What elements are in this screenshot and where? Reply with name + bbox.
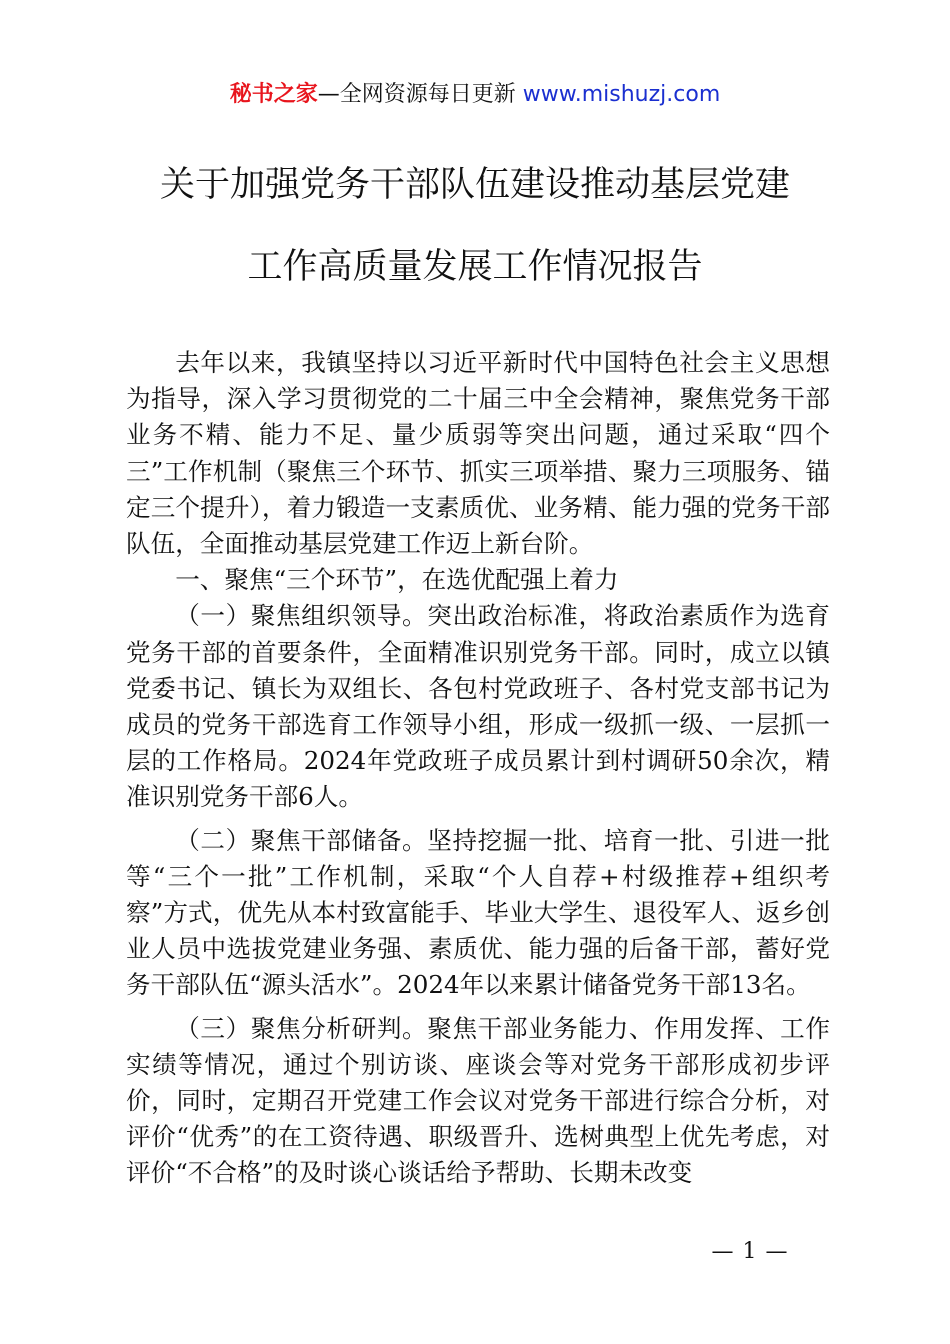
site-tagline: —全网资源每日更新 [317,82,516,107]
paragraph-cadre-reserve: （二）聚焦干部储备。坚持挖掘一批、培育一批、引进一批等“三个一批”工作机制，采取“个人自荐+村级推荐+组织考察”方式，优先从本村致富能手、毕业大学生、退役军人、返乡创业人员中选拔党建业务强、素质优、能力强的后备干部，蓄好党务干部队伍“源头活水”。2024年以来累计储备党务干部13名。 [126,825,830,1000]
document-body [126,345,830,1192]
section-heading-1: 一、聚焦“三个环节”，在选优配强上着力 [175,565,619,595]
site-brand: 秘书之家 [229,82,318,107]
site-banner [0,78,950,112]
site-url[interactable]: www.mishuzj.com [522,82,721,107]
page-number: — 1 — [711,1239,789,1264]
paragraph-organization-leadership: （一）聚焦组织领导。突出政治标准，将政治素质作为选育党务干部的首要条件，全面精准识别党务干部。同时，成立以镇党委书记、镇长为双组长、各包村党政班子、各村党支部书记为成员的党务干部选育工作领导小组，形成一级抓一级、一层抓一层的工作格局。2024年党政班子成员累计到村调研50余次，精准识别党务干部6人。 [126,601,830,812]
document-title-line-1: 关于加强党务干部队伍建设推动基层党建 [159,165,790,205]
document-title [60,158,890,322]
document-title-line-2: 工作高质量发展工作情况报告 [247,247,703,287]
paragraph-analysis-judgment: （三）聚焦分析研判。聚焦干部业务能力、作用发挥、工作实绩等情况，通过个别访谈、座谈会等对党务干部形成初步评价，同时，定期召开党建工作会议对党务干部进行综合分析，对评价“优秀”的在工资待遇、职级晋升、选树典型上优先考虑，对评价“不合格”的及时谈心谈话给予帮助、长期未改变 [126,1013,830,1188]
paragraph-intro: 去年以来，我镇坚持以习近平新时代中国特色社会主义思想为指导，深入学习贯彻党的二十届三中全会精神，聚焦党务干部业务不精、能力不足、量少质弱等突出问题，通过采取“四个三”工作机制（聚焦三个环节、抓实三项举措、聚力三项服务、锚定三个提升），着力锻造一支素质优、业务精、能力强的党务干部队伍，全面推动基层党建工作迈上新台阶。 [126,348,830,559]
